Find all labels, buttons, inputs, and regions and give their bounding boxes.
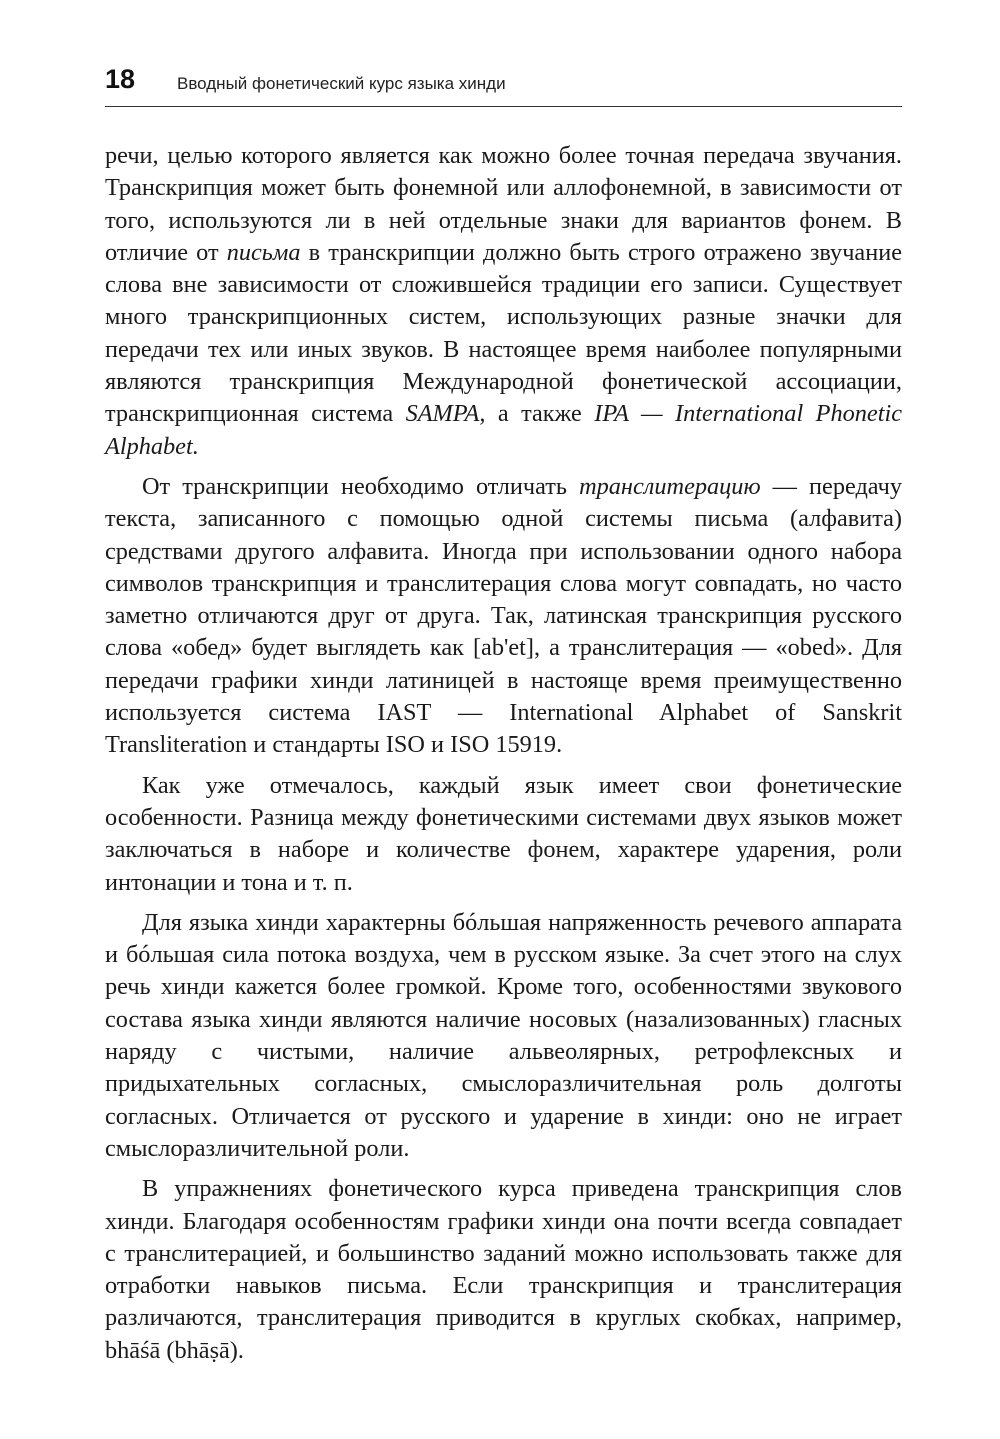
- paragraph-1-text: а также: [485, 400, 595, 428]
- page-number: 18: [105, 64, 136, 94]
- paragraph-1-text: речи, целью которого является как можно более точная передача звучания. Транскрипция может быть фонемной или аллофонемной, в зависимости от того, используются ли в ней отдельные знаки для вариантов фонем. В отличие от: [105, 142, 902, 266]
- paragraph-1-emphasis-pisma: письма: [226, 238, 301, 266]
- paragraph-3-text: Как уже отмечалось, каждый язык имеет свои фонетические особенности. Разница между фонетическими системами двух языков может заключаться в наборе и количестве фонем, характере ударения, роли интонации и тона и т. п.: [105, 771, 902, 896]
- page-header: [105, 62, 902, 107]
- paragraph-1-text: в транскрипции должно быть строго отражено звучание слова вне зависимости от сложившейся традиции его записи. Существует много транскрипционных систем, использующих разные значки для передачи тех или иных звуков. В настоящее время наиболее популярными являются транскрипция Международной фонетической ассоциации, транскрипционная система: [105, 238, 902, 428]
- paragraph-2: [105, 471, 902, 762]
- paragraph-5-text: В упражнениях фонетического курса приведена транскрипция слов хинди. Благодаря особенностям графики хинди она почти всегда совпадает с транслитерацией, и большинство заданий можно использовать также для отработки навыков письма. Если транскрипция и транслитерация различаются, транслитерация приводится в круглых скобках, например, bhāśā (bhāṣā).: [105, 1175, 902, 1364]
- paragraph-2-emphasis-transliteratsiyu: транслитерацию: [579, 472, 761, 500]
- paragraph-3: [105, 770, 902, 899]
- paragraph-2-text: От транскрипции необходимо отличать: [142, 472, 580, 500]
- body-text: [105, 140, 902, 1367]
- paragraph-5: [105, 1173, 902, 1367]
- paragraph-1-emphasis-ipa: IPA — International Phonetic Alphabet.: [105, 400, 903, 460]
- running-title: Вводный фонетический курс языка хинди: [177, 74, 506, 93]
- paragraph-4: [105, 907, 902, 1165]
- paragraph-4-text: Для языка хинди характерны бóльшая напряженность речевого аппарата и бóльшая сила потока воздуха, чем в русском языке. За счет этого на слух речь хинди кажется более громкой. Кроме того, особенностями звукового состава языка хинди являются наличие носовых (назализованных) гласных наряду с чистыми, наличие альвеолярных, ретрофлексных и придыхательных согласных, смыслоразличительная роль долготы согласных. Отличается от русского и ударение в хинди: оно не играет смыслоразличительной роли.: [105, 908, 902, 1162]
- paragraph-1: [105, 140, 902, 463]
- paragraph-2-text: — передачу текста, записанного с помощью одной системы письма (алфавита) средствами другого алфавита. Иногда при использовании одного набора символов транскрипция и транслитерация слова могут совпадать, но часто заметно отличаются друг от друга. Так, латинская транскрипция русского слова «обед» будет выглядеть как [ab'et], а транслитерация — «obed». Для передачи графики хинди латиницей в настояще время преимущественно используется система IAST — International Alphabet of Sanskrit Transliteration и стандарты ISO и ISO 15919.: [105, 472, 902, 759]
- paragraph-1-emphasis-sampa: SAMPA,: [405, 400, 486, 428]
